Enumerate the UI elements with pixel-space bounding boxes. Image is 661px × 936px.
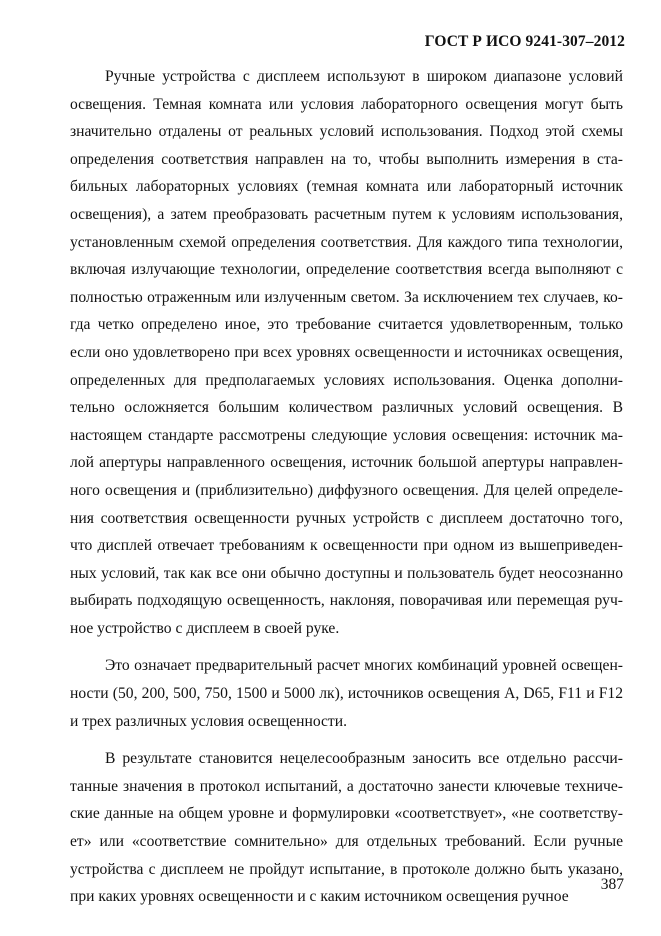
page-number: 387 xyxy=(600,876,624,893)
paragraph-2: Это означает предварительный расчет многих комбинаций уровней освещенности (50, 200, 500, 750, 1500 и 5000 лк), источников освещения А, D65, F11 и F12 и трех различных условия освещенности. xyxy=(70,657,623,730)
paragraph-3: В результате становится нецелесообразным заносить все отдельно рассчитанные значения в протокол испытаний, а достаточно занести ключевые технические данные на общем уровне и формулировки «соответствует», «не соответствует» или «соответствие сомнительно» для отдельных требований. Если ручные устройства с дисплеем не пройдут испытание, в протоколе должно быть указано, при каких уровнях освещенности и с каким источником освещения ручное xyxy=(70,750,623,906)
document-header: ГОСТ Р ИСО 9241-307–2012 xyxy=(424,33,625,50)
paragraph-1: Ручные устройства с дисплеем используют в широком диапазоне условий освещения. Темная комната или условия лабораторного освещения могут быть значительно отдалены от реальных условий использования. Подход этой схемы определения соответствия направлен на то, чтобы выполнить измерения в стабильных лабораторных условиях (темная комната или лабораторный источник освещения), а затем преобразовать расчетным путем к условиям использования, установленным схемой определения соответствия. Для каждого типа технологии, включая излучающие технологии, определение соответствия всегда выполняют с полностью отраженным или излученным светом. За исключением тех случаев, когда четко определено иное, это требование считается удовлетворенным, только если оно удовлетворено при всех уровнях освещенности и источниках освещения, определенных для предполагаемых условиях использования. Оценка дополнительно осложняется большим количеством различных условий освещения. В настоящем стандарте рассмотрены следующие условия освещения: источник малой апертуры направленного освещения, источник большой апертуры направленного освещения и (приблизительно) диффузного освещения. Для целей определения соответствия освещенности ручных устройств с дисплеем достаточно того, что дисплей отвечает требованиям к освещенности при одном из вышеприведенных условий, так как все они обычно доступны и пользователь будет неосознанно выбирать подходящую освещенность, наклоняя, поворачивая или перемещая ручное устройство с дисплеем в своей руке. xyxy=(70,68,623,637)
body-text xyxy=(70,63,623,911)
